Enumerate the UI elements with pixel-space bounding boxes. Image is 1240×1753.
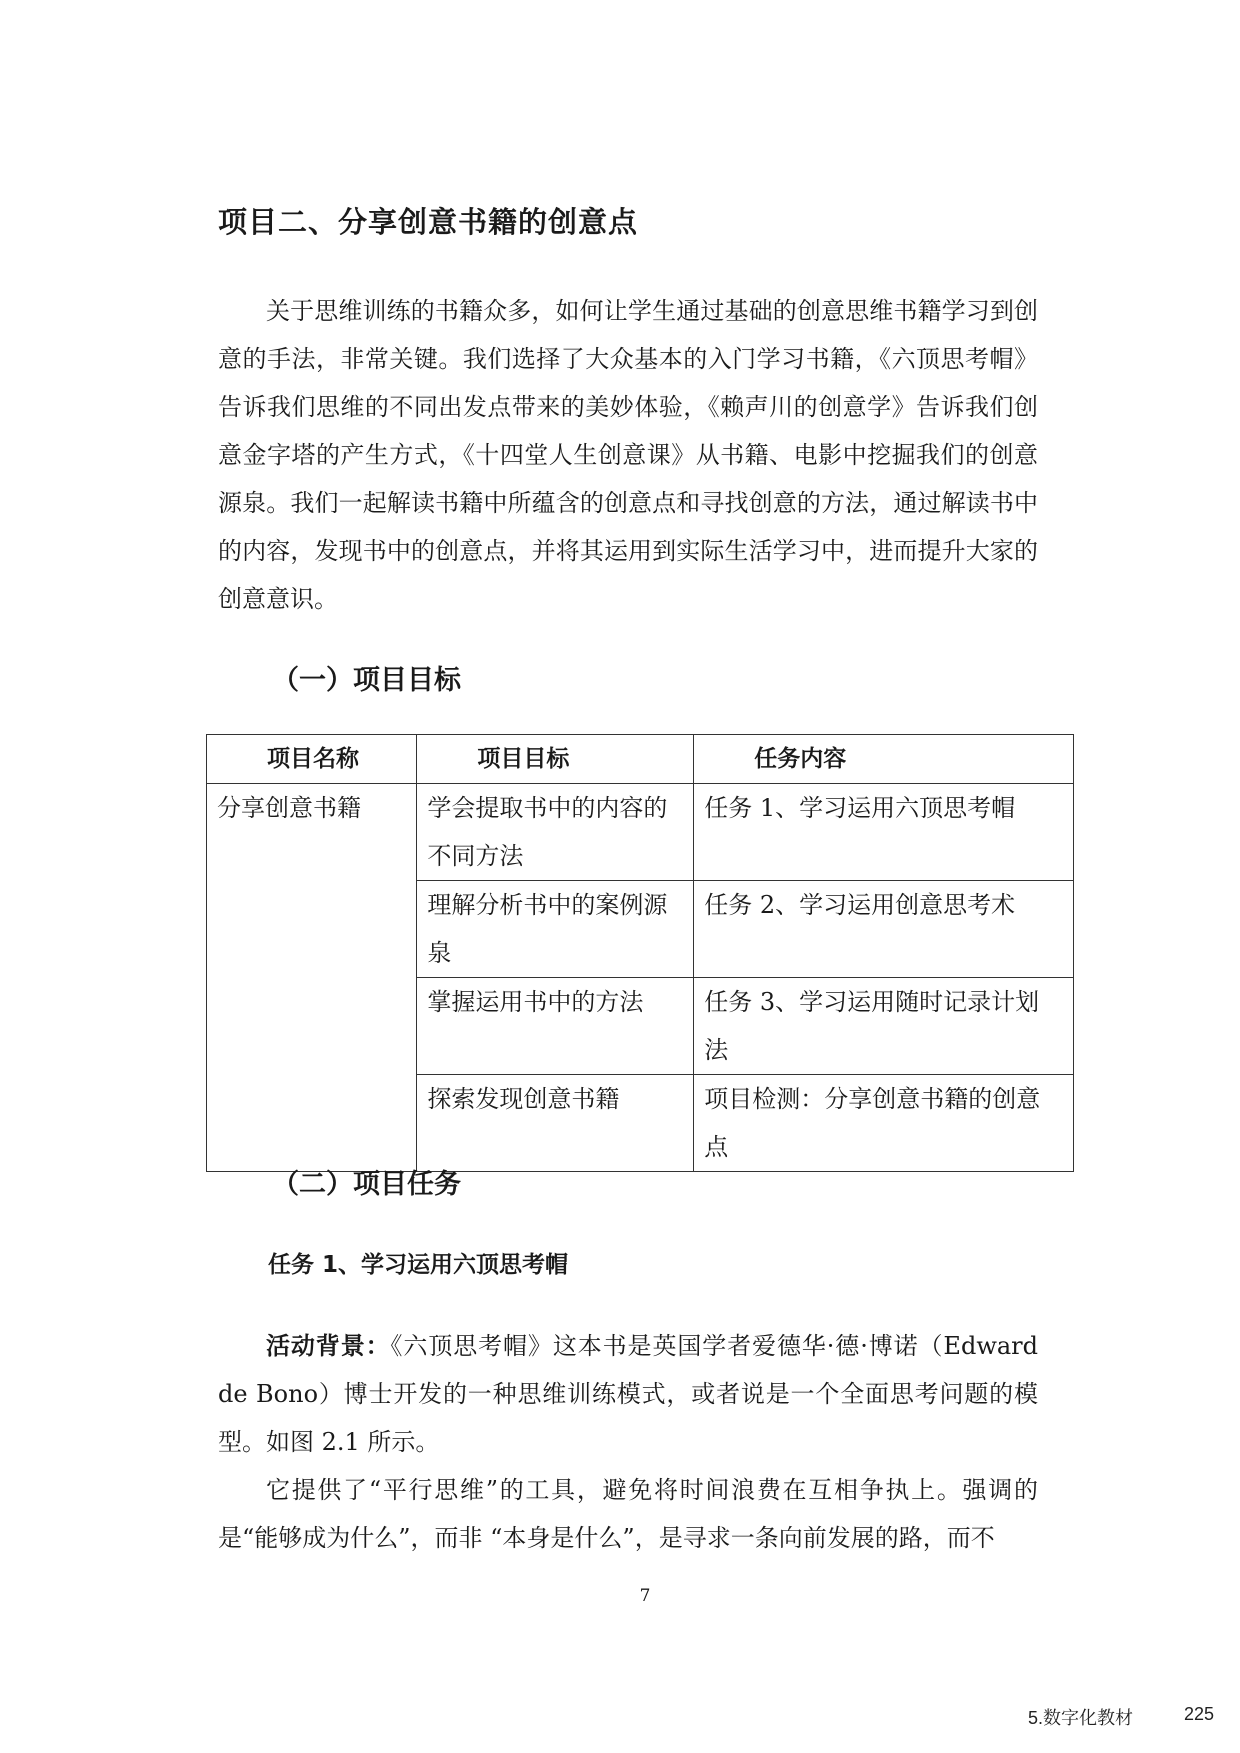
task1-heading: 任务 1、学习运用六顶思考帽 [268,1252,569,1278]
page-title: 项目二、分享创意书籍的创意点 [218,205,639,239]
task-cell: 任务 1、学习运用六顶思考帽 [694,784,1074,881]
project-name-cell: 分享创意书籍 [207,784,417,1172]
task-cell: 项目检测：分享创意书籍的创意点 [694,1075,1074,1172]
parallel-thinking-paragraph: 它提供了“平行思维”的工具，避免将时间浪费在互相争执上。强调的是“能够成为什么”，而非 “本身是什么”，是寻求一条向前发展的路，而不 [218,1476,1038,1552]
goals-table [206,734,1074,1172]
table-header-name: 项目名称 [207,735,417,784]
task-cell: 任务 2、学习运用创意思考术 [694,881,1074,978]
tasks-heading: （二）项目任务 [272,1169,461,1200]
background-paragraph [218,1322,1038,1466]
task-cell: 任务 3、学习运用随时记录计划法 [694,978,1074,1075]
table-header-goal: 项目目标 [417,735,694,784]
table-header-task: 任务内容 [694,735,1074,784]
footer-page-number: 225 [1184,1704,1215,1724]
table-header-row [207,735,1074,784]
intro-paragraph: 关于思维训练的书籍众多，如何让学生通过基础的创意思维书籍学习到创意的手法，非常关键。我们选择了大众基本的入门学习书籍，《六顶思考帽》告诉我们思维的不同出发点带来的美妙体验，《赖声川的创意学》告诉我们创意金字塔的产生方式，《十四堂人生创意课》从书籍、电影中挖掘我们的创意源泉。我们一起解读书籍中所蕴含的创意点和寻找创意的方法，通过解读书中的内容，发现书中的创意点，并将其运用到实际生活学习中，进而提升大家的创意意识。 [218,297,1038,613]
goal-cell: 掌握运用书中的方法 [417,978,694,1075]
goal-cell: 探索发现创意书籍 [417,1075,694,1172]
goals-heading: （一）项目目标 [272,665,461,696]
goal-cell: 学会提取书中的内容的不同方法 [417,784,694,881]
background-label: 活动背景： [266,1332,391,1360]
background-text: 《六顶思考帽》这本书是英国学者爱德华·德·博诺（Edward de Bono）博士开发的一种思维训练模式，或者说是一个全面思考问题的模型。如图 2.1 所示。 [218,1332,1039,1456]
goal-cell: 理解分析书中的案例源泉 [417,881,694,978]
page-number: 7 [639,1586,651,1606]
footer-section-label: 5.数字化教材 [1028,1708,1134,1728]
table-row [207,784,1074,881]
